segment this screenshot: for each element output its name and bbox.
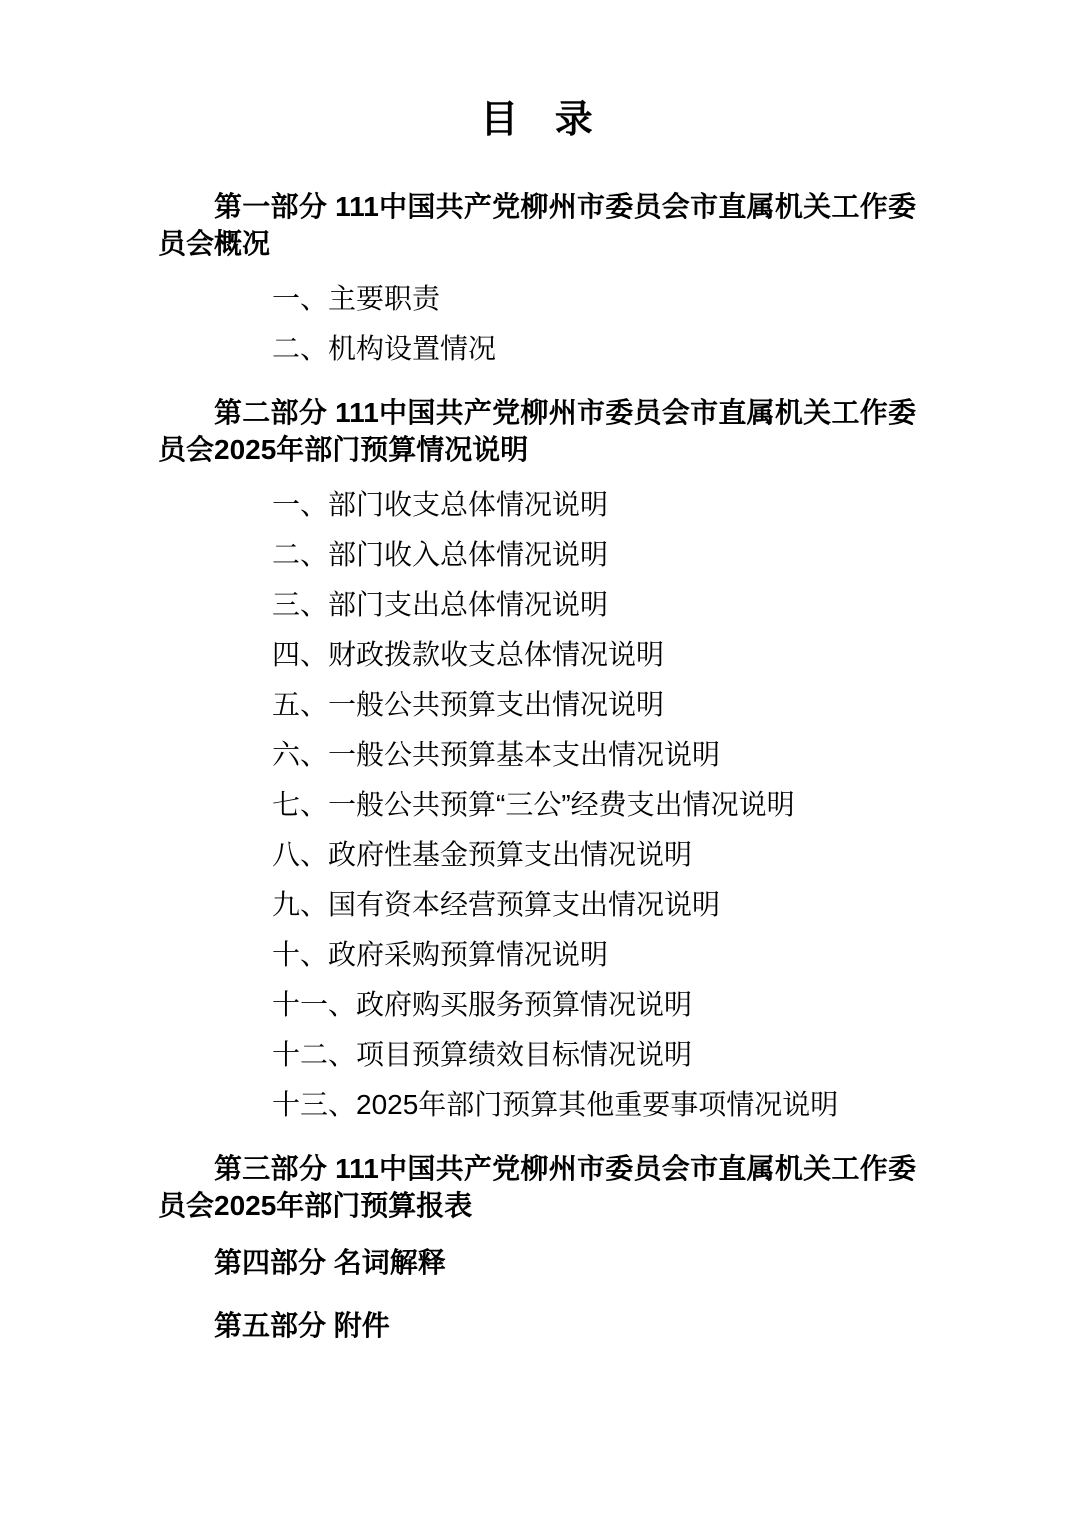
toc-item: 四、财政拨款收支总体情况说明 xyxy=(272,639,665,670)
toc-section-part4 xyxy=(158,1244,916,1281)
toc-item-group-part2 xyxy=(158,480,916,1130)
section-heading-part1: 第一部分 111中国共产党柳州市委员会市直属机关工作委员会概况 xyxy=(158,191,916,259)
toc-item: 七、一般公共预算“三公”经费支出情况说明 xyxy=(272,789,795,820)
section-heading-part5: 第五部分 附件 xyxy=(214,1310,390,1341)
toc-item: 十二、项目预算绩效目标情况说明 xyxy=(272,1039,693,1070)
toc-section-part2 xyxy=(158,394,916,1130)
toc-section-part3 xyxy=(158,1150,916,1224)
toc-item: 二、机构设置情况 xyxy=(272,333,497,364)
toc-item: 九、国有资本经营预算支出情况说明 xyxy=(272,889,721,920)
toc-item: 十、政府采购预算情况说明 xyxy=(272,939,609,970)
toc-item: 一、主要职责 xyxy=(272,283,441,314)
page-title: 目 录 xyxy=(480,99,594,141)
section-heading-part4: 第四部分 名词解释 xyxy=(214,1247,446,1278)
toc-section-part5 xyxy=(158,1307,916,1344)
section-heading-part3: 第三部分 111中国共产党柳州市委员会市直属机关工作委员会2025年部门预算报表 xyxy=(158,1153,916,1221)
toc-item: 八、政府性基金预算支出情况说明 xyxy=(272,839,693,870)
toc-item-group-part1 xyxy=(158,274,916,374)
toc-item: 三、部门支出总体情况说明 xyxy=(272,589,609,620)
toc-item: 十三、2025年部门预算其他重要事项情况说明 xyxy=(272,1089,839,1120)
toc-item: 六、一般公共预算基本支出情况说明 xyxy=(272,739,721,770)
toc-section-part1 xyxy=(158,188,916,374)
section-heading-part2: 第二部分 111中国共产党柳州市委员会市直属机关工作委员会2025年部门预算情况说明 xyxy=(158,397,916,465)
toc-item: 五、一般公共预算支出情况说明 xyxy=(272,689,665,720)
toc-item: 十一、政府购买服务预算情况说明 xyxy=(272,989,693,1020)
toc-item: 二、部门收入总体情况说明 xyxy=(272,539,609,570)
toc-item: 一、部门收支总体情况说明 xyxy=(272,489,609,520)
